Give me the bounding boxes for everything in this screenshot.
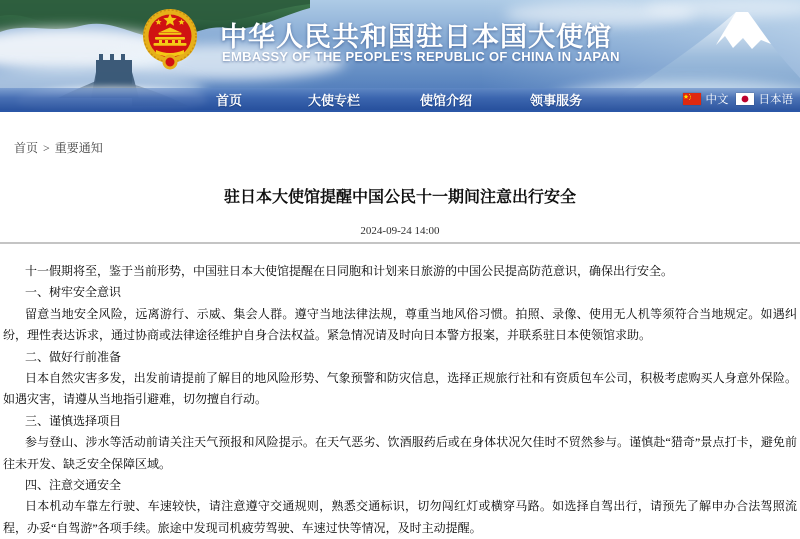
paragraph-section-1: 留意当地安全风险，远离游行、示威、集会人群。遵守当地法律法规，尊重当地风俗习惯。拍照、录像、使用无人机等须符合当地规定。如遇纠纷，理性表达诉求，通过协商或法律途径维护自身合法权益。紧急情况请及时向日本警方报案，并联系驻日本使领馆求助。 — [3, 306, 797, 343]
language-chinese-label: 中文 — [705, 94, 729, 106]
breadcrumb-separator: > — [43, 141, 50, 155]
header-banner — [0, 0, 800, 112]
nav-item-consular[interactable]: 领事服务 — [530, 92, 583, 108]
section-heading-4: 四、注意交通安全 — [25, 478, 122, 493]
article-title: 驻日本大使馆提醒中国公民十一期间注意出行安全 — [223, 189, 576, 206]
section-heading-1: 一、树牢安全意识 — [25, 285, 122, 300]
section-heading-3: 三、谨慎选择项目 — [25, 413, 122, 428]
breadcrumb-home-link[interactable]: 首页 — [14, 141, 39, 155]
title-divider — [0, 242, 800, 244]
language-japanese[interactable] — [736, 91, 794, 107]
article-date: 2024-09-24 14:00 — [360, 225, 440, 237]
embassy-title-cn: 中华人民共和国驻日本国大使馆 — [220, 22, 612, 52]
china-national-emblem-icon — [142, 6, 198, 78]
breadcrumb-current-link[interactable]: 重要通知 — [54, 141, 103, 155]
china-flag-icon — [683, 93, 701, 105]
embassy-title-en: EMBASSY OF THE PEOPLE'S REPUBLIC OF CHINA IN JAPAN — [222, 49, 620, 64]
section-heading-2: 二、做好行前准备 — [25, 349, 122, 364]
nav-item-ambassador[interactable]: 大使专栏 — [308, 92, 361, 108]
japan-flag-icon — [736, 93, 754, 105]
paragraph-section-3: 参与登山、涉水等活动前请关注天气预报和风险提示。在天气恶劣、饮酒服药后或在身体状况欠佳时不贸然参与。谨慎赴“猎奇”景点打卡，避免前往未开发、缺乏安全保障区域。 — [3, 435, 797, 471]
paragraph-section-4: 日本机动车靠左行驶、车速较快，请注意遵守交通规则，熟悉交通标识，切勿闯红灯或横穿马路。如选择自驾出行，请预先了解申办合法驾照流程，办妥“自驾游”各项手续。旅途中发现司机疲劳驾驶、车速过快等情况，及时主动提醒。 — [3, 499, 797, 535]
paragraph-intro: 十一假期将至，鉴于当前形势，中国驻日本大使馆提醒在日同胞和计划来日旅游的中国公民提高防范意识，确保出行安全。 — [25, 264, 674, 278]
main-nav — [0, 88, 800, 112]
paragraph-section-2: 日本自然灾害多发，出发前请提前了解目的地风险形势、气象预警和防灾信息，选择正规旅行社和有资质包车公司，积极考虑购买人身意外保险。如遇灾害，请遵从当地指引避难，切勿擅自行动。 — [3, 371, 797, 407]
language-japanese-label: 日本语 — [758, 94, 793, 106]
nav-item-home[interactable]: 首页 — [216, 92, 243, 108]
article-body — [0, 261, 800, 539]
nav-item-about[interactable]: 使馆介绍 — [420, 92, 473, 108]
language-switcher — [683, 88, 794, 110]
breadcrumb — [0, 112, 800, 156]
language-chinese[interactable] — [683, 91, 729, 107]
